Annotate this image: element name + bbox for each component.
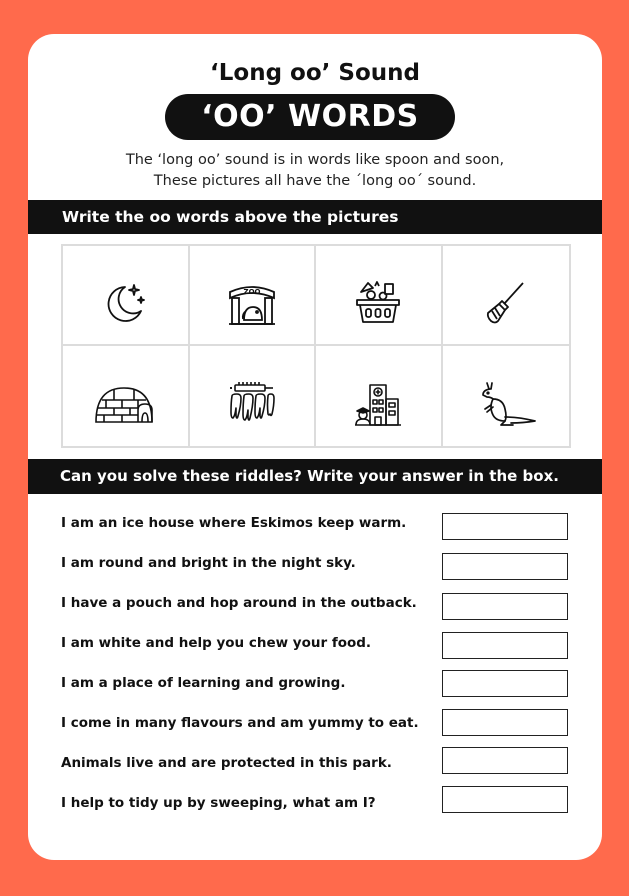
moon-icon (103, 281, 147, 325)
picture-cell-kangaroo[interactable] (443, 346, 570, 446)
picture-cell-food[interactable] (316, 246, 443, 346)
section-1-header: Write the oo words above the pictures (28, 200, 602, 234)
picture-cell-tooth[interactable] (190, 346, 317, 446)
picture-cell-broom[interactable] (443, 246, 570, 346)
title-pill: ‘OO’ WORDS (165, 94, 455, 140)
zoo-icon (226, 280, 278, 326)
picture-cell-school[interactable] (316, 346, 443, 446)
subtitle: ‘Long oo’ Sound (210, 60, 420, 86)
svg-text:ZOO: ZOO (243, 287, 261, 296)
riddle-3: I have a pouch and hop around in the outback. (61, 595, 417, 611)
picture-grid (61, 244, 571, 448)
intro-line-1: The ‘long oo’ sound is in words like spoon and soon, (125, 152, 505, 168)
answer-box-8[interactable] (442, 786, 568, 813)
picture-cell-igloo[interactable] (63, 346, 190, 446)
answer-box-2[interactable] (442, 553, 568, 580)
answer-box-5[interactable] (442, 670, 568, 697)
answer-box-4[interactable] (442, 632, 568, 659)
tooth-icon (227, 382, 277, 426)
picture-cell-moon[interactable] (63, 246, 190, 346)
riddle-4: I am white and help you chew your food. (61, 635, 372, 651)
picture-cell-zoo[interactable] (190, 246, 317, 346)
school-icon (354, 381, 402, 427)
answer-box-1[interactable] (442, 513, 568, 540)
igloo-icon (92, 382, 158, 426)
food-basket-icon (353, 280, 403, 326)
riddle-6: I come in many flavours and am yummy to eat. (61, 715, 419, 731)
answer-box-7[interactable] (442, 747, 568, 774)
section-2-header: Can you solve these riddles? Write your answer in the box. (28, 459, 602, 494)
riddle-1: I am an ice house where Eskimos keep warm. (61, 515, 407, 531)
answer-box-3[interactable] (442, 593, 568, 620)
broom-icon (483, 280, 529, 326)
kangaroo-icon (475, 381, 537, 427)
intro-line-2: These pictures all have the ´long oo´ sound. (153, 173, 477, 189)
answer-box-6[interactable] (442, 709, 568, 736)
intro-text (28, 150, 602, 192)
riddle-5: I am a place of learning and growing. (61, 675, 346, 691)
riddle-8: I help to tidy up by sweeping, what am I? (61, 795, 376, 811)
riddle-7: Animals live and are protected in this park. (61, 755, 392, 771)
worksheet-card (28, 34, 602, 860)
riddle-2: I am round and bright in the night sky. (61, 555, 356, 571)
